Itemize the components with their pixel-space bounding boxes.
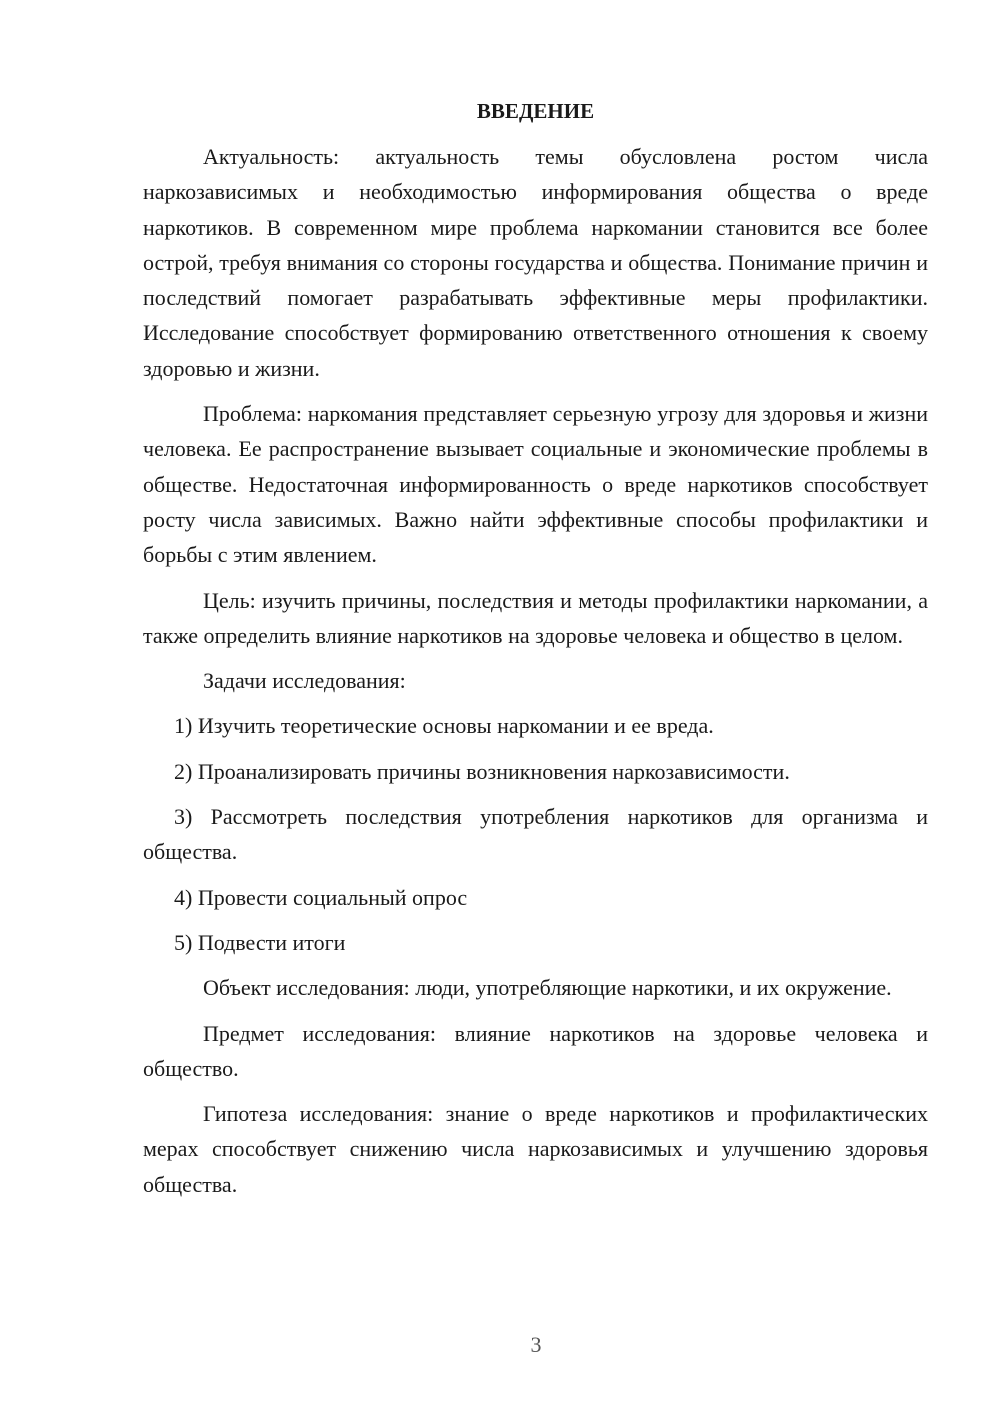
goal-paragraph: Цель: изучить причины, последствия и методы профилактики наркомании, а также определить влияние наркотиков на здоровье человека и общество в целом. [143,587,928,648]
page-number: 3 [530,1332,542,1357]
relevance-paragraph: Актуальность: актуальность темы обусловлена ростом числа наркозависимых и необходимостью информирования общества о вреде наркотиков. В современном мире проблема наркомании становится все более острой, требуя внимания со стороны государства и общества. Понимание причин и последствий помогает разрабатывать эффективные меры профилактики. Исследование способствует формированию ответственного отношения к своему здоровью и жизни. [143,144,928,381]
document-heading: ВВЕДЕНИЕ [476,99,595,123]
task-item: 4) Провести социальный опрос [174,884,468,910]
task-item: 2) Проанализировать причины возникновения наркозависимости. [174,758,790,784]
task-item: 5) Подвести итоги [174,929,346,955]
subject-paragraph: Предмет исследования: влияние наркотиков на здоровье человека и общество. [143,1020,928,1081]
hypothesis-paragraph: Гипотеза исследования: знание о вреде наркотиков и профилактических мерах способствует снижению числа наркозависимых и улучшению здоровья общества. [143,1101,928,1197]
task-item: 1) Изучить теоретические основы наркомании и ее вреда. [174,713,714,739]
object-paragraph: Объект исследования: люди, употребляющие наркотики, и их окружение. [203,975,892,1001]
tasks-title: Задачи исследования: [203,668,406,694]
problem-paragraph: Проблема: наркомания представляет серьезную угрозу для здоровья и жизни человека. Ее распространение вызывает социальные и экономические проблемы в обществе. Недостаточная информированность о вреде наркотиков способствует росту числа зависимых. Важно найти эффективные способы профилактики и борьбы с этим явлением. [143,401,928,568]
task-item: 3) Рассмотреть последствия употребления наркотиков для организма и общества. [143,804,928,865]
document-page [143,92,928,1212]
